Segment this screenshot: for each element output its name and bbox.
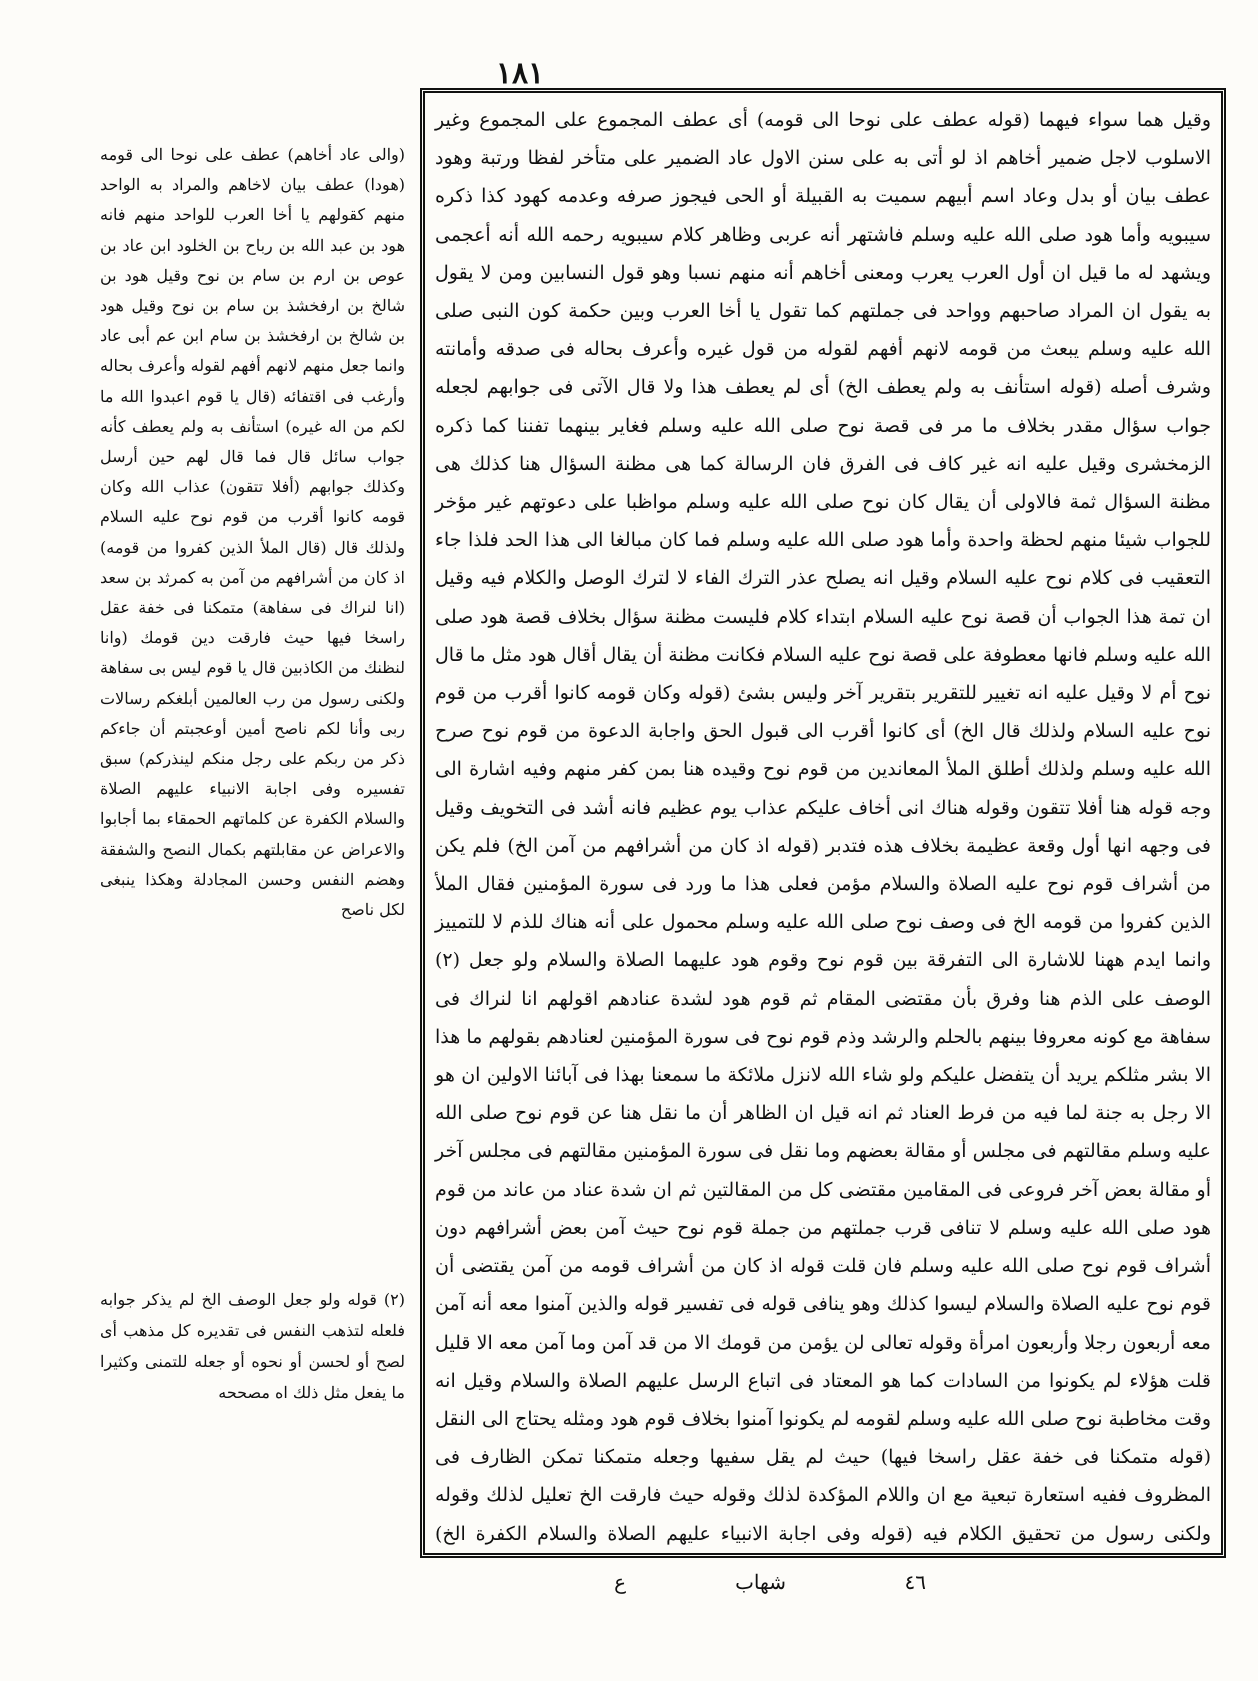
margin-paragraph: (والى عاد أخاهم) عطف على نوحا الى قومه (هودا) عطف بيان لاخاهم والمراد به الواحد منهم كقولهم يا أخا العرب للواحد منهم فانه هود بن عبد الله بن رباح بن الخلود ابن عاد بن عوص بن ارم بن سام بن نوح وقيل هود بن شالخ بن ارفخشذ بن سام بن نوح وقيل هود بن شالخ بن ارفخشذ بن سام ابن عم أبى عاد وانما جعل منهم لانهم أفهم لقوله وأعرف بحاله وأرغب فى اقتفائه (قال يا قوم اعبدوا الله ما لكم من اله غيره) استأنف به ولم يعطف كأنه جواب سائل قال فما قال لهم حين أرسل وكذلك جوابهم (أفلا تتقون) عذاب الله وكان قومه كانوا أقرب من قوم نوح عليه السلام ولذلك قال (قال الملأ الذين كفروا من قومه) اذ كان من أشرافهم من آمن به كمرثد بن سعد (انا لنراك فى سفاهة) متمكنا فى خفة عقل راسخا فيها حيث فارقت دين قومك (وانا لنظنك من الكاذبين قال يا قوم ليس بى سفاهة ولكنى رسول من رب العالمين أبلغكم رسالات ربى وأنا لكم ناصح أمين أوعجبتم أن جاءكم ذكر من ربكم على رجل منكم لينذركم) سبق تفسيره وفى اجابة الانبياء عليهم الصلاة والسلام الكفرة عن كلماتهم الحمقاء بما أجابوا والاعراض عن مقابلتهم بكمال النصح والشفقة وهضم النفس وحسن المجادلة وهكذا ينبغى لكل ناصح: [100, 145, 405, 920]
page-number: ١٨١: [495, 56, 545, 91]
margin-commentary: [100, 140, 405, 1270]
margin-note-text: (٢) قوله ولو جعل الوصف الخ لم يذكر جوابه فلعله لتذهب النفس فى تقديره كل مذهب أى لصح أو لحسن أو نحوه أو جعله للتمنى وكثيرا ما يفعل مثل ذلك اه مصححه: [100, 1290, 405, 1402]
signature-label: شهاب: [735, 1570, 786, 1594]
signature-number: ٤٦: [904, 1570, 926, 1594]
signature-letter: ع: [614, 1570, 626, 1594]
margin-footnote: [100, 1284, 405, 1484]
main-paragraph: وقيل هما سواء فيهما (قوله عطف على نوحا الى قومه) أى عطف المجموع على المجموع وغير الاسلوب لاجل ضمير أخاهم اذ لو أتى به على سنن الاول عاد الضمير على متأخر لفظا ورتبة وهود عطف بيان أو بدل وعاد اسم أبيهم سميت به القبيلة أو الحى فيجوز صرفه وعدمه كهود كذا ذكره سيبويه وأما هود صلى الله عليه وسلم فاشتهر أنه عربى وظاهر كلام سيبويه رحمه الله أنه أعجمى ويشهد له ما قيل ان أول العرب يعرب ومعنى أخاهم أنه منهم نسبا وهو قول النسابين ومن لا يقول به يقول ان المراد صاحبهم وواحد فى جملتهم كما تقول يا أخا العرب وبين حكمة كون النبى صلى الله عليه وسلم يبعث من قومه لانهم أفهم لقوله من قول غيره وأعرف بحاله فى صدقه وأمانته وشرف أصله (قوله استأنف به ولم يعطف الخ) أى لم يعطف هذا ولا قال الآتى فى جوابهم لجعله جواب سؤال مقدر بخلاف ما مر فى قصة نوح صلى الله عليه وسلم فغاير بينهما تفننا كما ذكره الزمخشرى وقيل عليه انه غير كاف فى الفرق فان الرسالة كما هى مظنة السؤال هنا كذلك هى مظنة السؤال ثمة فالاولى أن يقال كان نوح صلى الله عليه وسلم مواظبا على دعوتهم غير مؤخر للجواب شيئا منهم لحظة واحدة وأما هود صلى الله عليه وسلم فما كان مبالغا الى هذا الحد فلذا جاء التعقيب فى كلام نوح عليه السلام وقيل انه يصلح عذر الترك الفاء لا لترك الوصل والكلام فيه وقيل ان تمة هذا الجواب أن قصة نوح عليه السلام ابتداء كلام فليست مظنة سؤال بخلاف قصة هود صلى الله عليه وسلم فانها معطوفة على قصة نوح عليه السلام فكانت مظنة أن يقال أقال هود مثل ما قال نوح أم لا وقيل عليه انه تغيير للتقرير بتقرير آخر وليس بشئ (قوله وكان قومه كانوا أقرب من قوم نوح عليه السلام ولذلك قال الخ) أى كانوا أقرب الى قبول الحق واجابة الدعوة من قوم نوح صرح الله عليه وسلم ولذلك أطلق الملأ المعاندين من قوم نوح وقيده هنا بمن كفر منهم وفيه اشارة الى وجه قوله هنا أفلا تتقون وقوله هناك انى أخاف عليكم عذاب يوم عظيم فانه أشد فى التخويف وقيل فى وجهه انها أول وقعة عظيمة بخلاف هذه فتدبر (قوله اذ كان من أشرافهم من آمن الخ) فلم يكن من أشراف قوم نوح عليه الصلاة والسلام مؤمن فعلى هذا ما ورد فى سورة المؤمنين فقال الملأ الذين كفروا من قومه الخ فى وصف نوح صلى الله عليه وسلم محمول على أنه هناك للذم لا للتمييز وانما ايدم ههنا للاشارة الى التفرقة بين قوم نوح وقوم هود عليهما الصلاة والسلام ولو جعل (٢) الوصف على الذم هنا وفرق بأن مقتضى المقام ثم قوم هود لشدة عنادهم اقولهم انا لنراك فى سفاهة مع كونه معروفا بينهم بالحلم والرشد وذم قوم نوح فى سورة المؤمنين لعنادهم بقولهم ما هذا الا بشر مثلكم يريد أن يتفضل عليكم ولو شاء الله لانزل ملائكة ما سمعنا بهذا فى آبائنا الاولين ان هو الا رجل به جنة لما فيه من فرط العناد ثم انه قيل ان الظاهر أن ما نقل هنا عن قوم نوح صلى الله عليه وسلم مقالتهم فى مجلس أو مقالة بعضهم وما نقل فى سورة المؤمنين مقالتهم فى مجلس آخر أو مقالة بعض آخر فروعى فى المقامين مقتضى كل من المقالتين ثم ان شدة عناد من عاند من قوم هود صلى الله عليه وسلم لا تنافى قرب جملتهم من جملة قوم نوح حيث آمن بعض أشرافهم دون أشراف قوم نوح صلى الله عليه وسلم فان قلت قوله اذ كان من أشراف قومه من آمن يقتضى أن قوم نوح عليه الصلاة والسلام ليسوا كذلك وهو ينافى قوله فى تفسير قوله والذين آمنوا معه أنه آمن معه أربعون رجلا وأربعون امرأة وقوله تعالى لن يؤمن من قومك الا من قد آمن وما آمن معه الا قليل قلت هؤلاء لم يكونوا من السادات كما هو المعتاد فى اتباع الرسل عليهم الصلاة والسلام وقيل انه وقت مخاطبة نوح صلى الله عليه وسلم لقومه لم يكونوا آمنوا بخلاف قوم هود ومثله يحتاج الى النقل (قوله متمكنا فى خفة عقل راسخا فيها) حيث لم يقل سفيها وجعله متمكنا تمكن الظارف فى المظروف ففيه استعارة تبعية مع ان واللام المؤكدة لذلك وقوله حيث فارقت الخ تعليل لذلك وقوله ولكنى رسول من تحقيق الكلام فيه (قوله وفى اجابة الانبياء عليهم الصلاة والسلام الكفرة الخ): [435, 109, 1211, 1545]
main-text-frame: [420, 88, 1226, 1558]
page-footer: [420, 1566, 1226, 1606]
main-text: [435, 101, 1211, 1558]
